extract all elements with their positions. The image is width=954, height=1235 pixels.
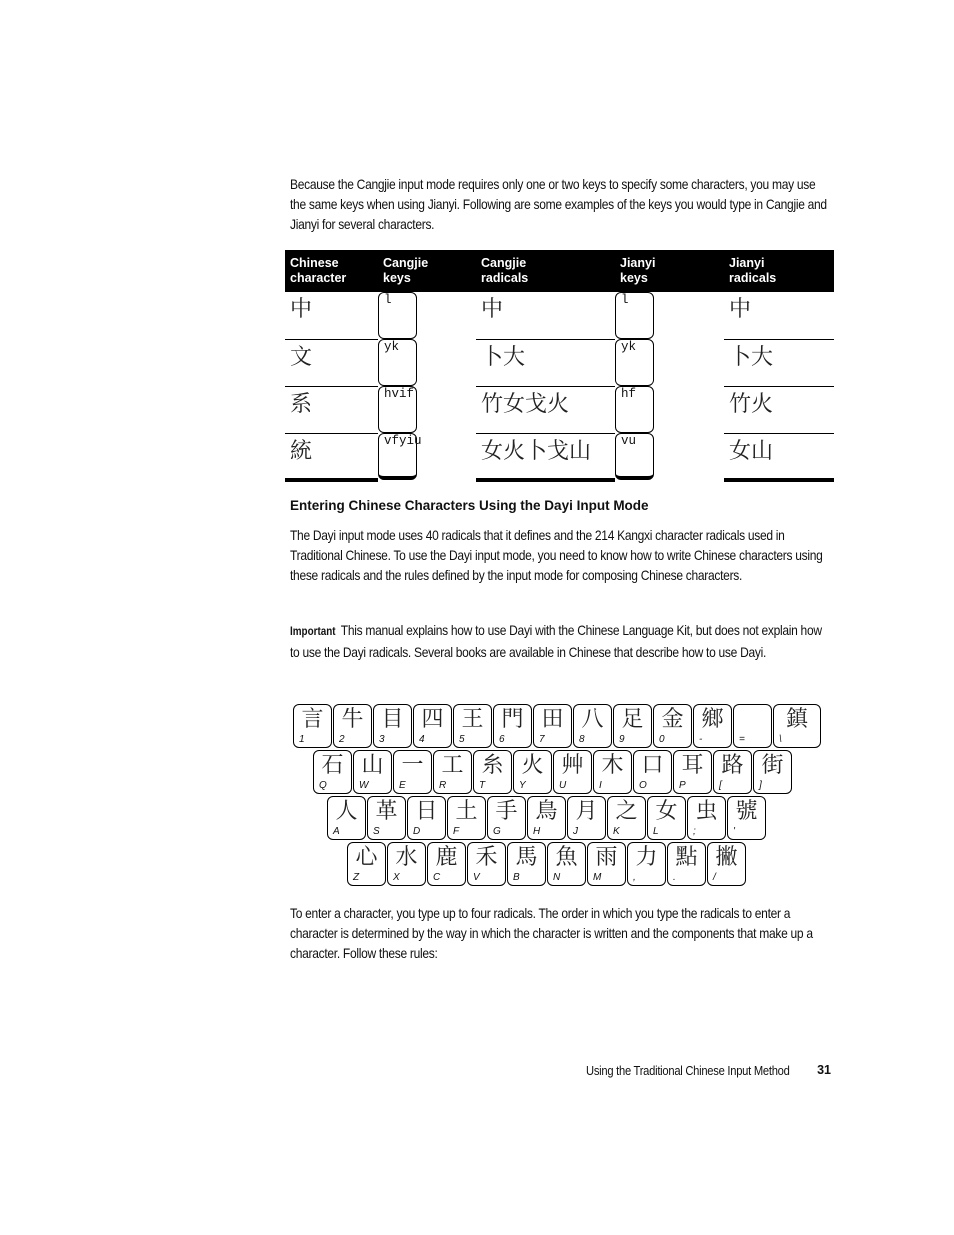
keyboard-key	[453, 704, 492, 748]
keyboard-key	[727, 796, 766, 840]
header-jianyi-keys: Jianyi keys	[620, 256, 656, 285]
cell-jianyi-keys: yk	[615, 339, 654, 386]
keyboard-key	[387, 842, 426, 886]
key-radical: 口	[641, 753, 664, 778]
cell-cangjie-radicals: 女火卜戈山	[476, 433, 615, 480]
key-radical: 糸	[481, 753, 504, 778]
key-radical: 月	[575, 799, 598, 824]
key-label: I	[599, 780, 602, 791]
key-radical: 土	[455, 799, 478, 824]
key-radical: 目	[381, 707, 404, 732]
key-label: G	[493, 826, 501, 837]
key-label: J	[573, 826, 578, 837]
key-label: H	[533, 826, 541, 837]
key-label: C	[433, 872, 441, 883]
key-label: 9	[619, 734, 625, 745]
footer-title: Using the Traditional Chinese Input Method	[586, 1063, 790, 1078]
important-note	[290, 620, 830, 662]
key-label: X	[393, 872, 400, 883]
keyboard-key	[313, 750, 352, 794]
key-label: R	[439, 780, 447, 791]
keyboard-key	[633, 750, 672, 794]
table-row	[285, 386, 834, 433]
key-label: 6	[499, 734, 505, 745]
cell-jianyi-keys: hf	[615, 386, 654, 433]
key-label: O	[639, 780, 647, 791]
keyboard-key	[613, 704, 652, 748]
header-chinese-character: Chinese character	[290, 256, 347, 285]
keyboard-key	[587, 842, 626, 886]
cell-character: 系	[285, 386, 378, 433]
key-label: L	[653, 826, 659, 837]
key-label: ;	[693, 826, 696, 837]
keyboard-key	[593, 750, 632, 794]
key-label: \	[779, 734, 782, 745]
key-radical: 田	[541, 707, 564, 732]
keyboard-key	[493, 704, 532, 748]
key-radical: 鳥	[535, 799, 558, 824]
key-radical: 木	[601, 753, 624, 778]
keyboard-key	[673, 750, 712, 794]
key-radical: 禾	[475, 845, 498, 870]
key-label: V	[473, 872, 480, 883]
key-radical: 八	[581, 707, 604, 732]
key-label: S	[373, 826, 380, 837]
keyboard-key	[567, 796, 606, 840]
header-jianyi-radicals: Jianyi radicals	[729, 256, 777, 285]
key-radical: 虫	[695, 799, 718, 824]
key-radical: 革	[375, 799, 398, 824]
key-label: ]	[759, 780, 762, 791]
key-radical: 馬	[515, 845, 538, 870]
keyboard-key	[447, 796, 486, 840]
table-row	[285, 339, 834, 386]
key-label: =	[739, 734, 745, 745]
key-label: 0	[659, 734, 665, 745]
key-label: B	[513, 872, 520, 883]
key-label: T	[479, 780, 486, 791]
keyboard-key	[667, 842, 706, 886]
key-radical: 一	[401, 753, 424, 778]
cell-character: 文	[285, 339, 378, 386]
key-label: W	[359, 780, 369, 791]
key-radical: 點	[675, 845, 698, 870]
cell-cangjie-keys: l	[378, 292, 417, 339]
cangjie-jianyi-table	[285, 250, 834, 482]
keyboard-key	[347, 842, 386, 886]
header-cangjie-radicals: Cangjie radicals	[481, 256, 529, 285]
table-header-row	[285, 250, 834, 292]
keyboard-key	[693, 704, 732, 748]
section-heading: Entering Chinese Characters Using the Dayi Input Mode	[290, 498, 649, 513]
dayi-paragraph: The Dayi input mode uses 40 radicals that it defines and the 214 Kangxi character radicals used in Traditional Chinese. To use the Dayi input mode, you need to know how to write Chinese characters using these radicals and the rules defined by the input mode for composing Chinese characters.	[290, 527, 823, 583]
key-radical: 力	[635, 845, 658, 870]
key-label: M	[593, 872, 602, 883]
key-radical: 工	[441, 753, 464, 778]
keyboard-key	[487, 796, 526, 840]
key-radical: 女	[655, 799, 678, 824]
keyboard-key	[433, 750, 472, 794]
keyboard-key	[773, 704, 821, 748]
keyboard-key	[533, 704, 572, 748]
key-label: 2	[339, 734, 345, 745]
table-row	[285, 433, 834, 480]
key-radical: 足	[621, 707, 644, 732]
keyboard-key	[573, 704, 612, 748]
keyboard-key	[293, 704, 332, 748]
key-radical: 山	[361, 753, 384, 778]
key-label: Q	[319, 780, 327, 791]
key-radical: 金	[661, 707, 684, 732]
key-radical: 心	[355, 845, 378, 870]
key-label: 3	[379, 734, 385, 745]
cell-jianyi-radicals: 竹火	[724, 386, 834, 433]
key-label: U	[559, 780, 567, 791]
key-label: Z	[353, 872, 360, 883]
keyboard-key	[627, 842, 666, 886]
keyboard-key	[653, 704, 692, 748]
keyboard-key	[707, 842, 746, 886]
key-radical: 手	[495, 799, 518, 824]
cell-jianyi-keys: vu	[615, 433, 654, 480]
keyboard-key	[733, 704, 772, 748]
keyboard-key	[607, 796, 646, 840]
keyboard-key	[527, 796, 566, 840]
cell-character: 統	[285, 433, 378, 480]
intro-paragraph: Because the Cangjie input mode requires only one or two keys to specify some characters, you may use the same keys when using Jianyi. Following are some examples of the keys you would type in Cangjie and Jianyi for several characters.	[290, 176, 827, 232]
keyboard-key	[513, 750, 552, 794]
important-text: This manual explains how to use Dayi with the Chinese Language Kit, but does not explain how to use the Dayi radicals. Several books are available in Chinese that describe how to use Dayi.	[290, 622, 822, 660]
key-label: ,	[633, 872, 636, 883]
keyboard-key	[507, 842, 546, 886]
key-label: [	[719, 780, 722, 791]
key-radical: 鎮	[785, 707, 808, 732]
key-radical: 路	[721, 753, 744, 778]
key-radical: 雨	[595, 845, 618, 870]
key-label: Y	[519, 780, 526, 791]
key-label: E	[399, 780, 406, 791]
keyboard-key	[393, 750, 432, 794]
cell-cangjie-keys: yk	[378, 339, 417, 386]
table-row	[285, 292, 834, 339]
key-radical: 王	[461, 707, 484, 732]
keyboard-key	[713, 750, 752, 794]
key-label: -	[699, 734, 703, 745]
keyboard-key	[407, 796, 446, 840]
key-radical: 街	[761, 753, 784, 778]
key-radical: 日	[415, 799, 438, 824]
key-radical: 之	[615, 799, 638, 824]
key-radical: 人	[335, 799, 358, 824]
key-label: 7	[539, 734, 545, 745]
important-label: Important	[290, 626, 336, 638]
key-radical: 鹿	[435, 845, 458, 870]
cell-cangjie-radicals: 中	[476, 292, 615, 339]
keyboard-key	[473, 750, 512, 794]
key-radical: 水	[395, 845, 418, 870]
keyboard-key	[547, 842, 586, 886]
keyboard-key	[413, 704, 452, 748]
cell-jianyi-radicals: 中	[724, 292, 834, 339]
header-cangjie-keys: Cangjie keys	[383, 256, 429, 285]
keyboard-key	[427, 842, 466, 886]
keyboard-key	[373, 704, 412, 748]
key-radical: 石	[321, 753, 344, 778]
cell-jianyi-keys: l	[615, 292, 654, 339]
key-label: /	[713, 872, 716, 883]
key-radical: 門	[501, 707, 524, 732]
keyboard-key	[687, 796, 726, 840]
key-label: A	[333, 826, 340, 837]
key-label: F	[453, 826, 460, 837]
key-label: 4	[419, 734, 425, 745]
keyboard-key	[353, 750, 392, 794]
key-radical: 耳	[681, 753, 704, 778]
cell-cangjie-radicals: 竹女戈火	[476, 386, 615, 433]
cell-cangjie-keys: hvif	[378, 386, 417, 433]
cell-cangjie-radicals: 卜大	[476, 339, 615, 386]
key-label: 1	[299, 734, 305, 745]
keyboard-key	[647, 796, 686, 840]
keyboard-key	[327, 796, 366, 840]
keyboard-key	[553, 750, 592, 794]
key-label: 5	[459, 734, 465, 745]
key-radical: 鄉	[701, 707, 724, 732]
key-label: P	[679, 780, 686, 791]
keyboard-key	[467, 842, 506, 886]
key-label: .	[673, 872, 676, 883]
key-radical: 牛	[341, 707, 364, 732]
key-label: 8	[579, 734, 585, 745]
cell-jianyi-radicals: 卜大	[724, 339, 834, 386]
key-radical: 火	[521, 753, 544, 778]
key-radical: 撇	[715, 845, 738, 870]
keyboard-key	[753, 750, 792, 794]
key-radical: 魚	[555, 845, 578, 870]
key-label: D	[413, 826, 421, 837]
keyboard-key	[367, 796, 406, 840]
key-radical: 言	[301, 707, 324, 732]
key-label: '	[733, 826, 735, 837]
key-radical: 四	[421, 707, 444, 732]
page-number: 31	[817, 1063, 831, 1077]
rules-intro-paragraph: To enter a character, you type up to four radicals. The order in which you type the radicals to enter a character is determined by the way in which the character is written and the components that make up a character. Follow these rules:	[290, 905, 813, 961]
key-radical: 艸	[561, 753, 584, 778]
key-label: N	[553, 872, 561, 883]
cell-cangjie-keys: vfyiu	[378, 433, 417, 480]
cell-jianyi-radicals: 女山	[724, 433, 834, 480]
key-label: K	[613, 826, 620, 837]
key-radical: 號	[735, 799, 758, 824]
cell-character: 中	[285, 292, 378, 339]
keyboard-key	[333, 704, 372, 748]
